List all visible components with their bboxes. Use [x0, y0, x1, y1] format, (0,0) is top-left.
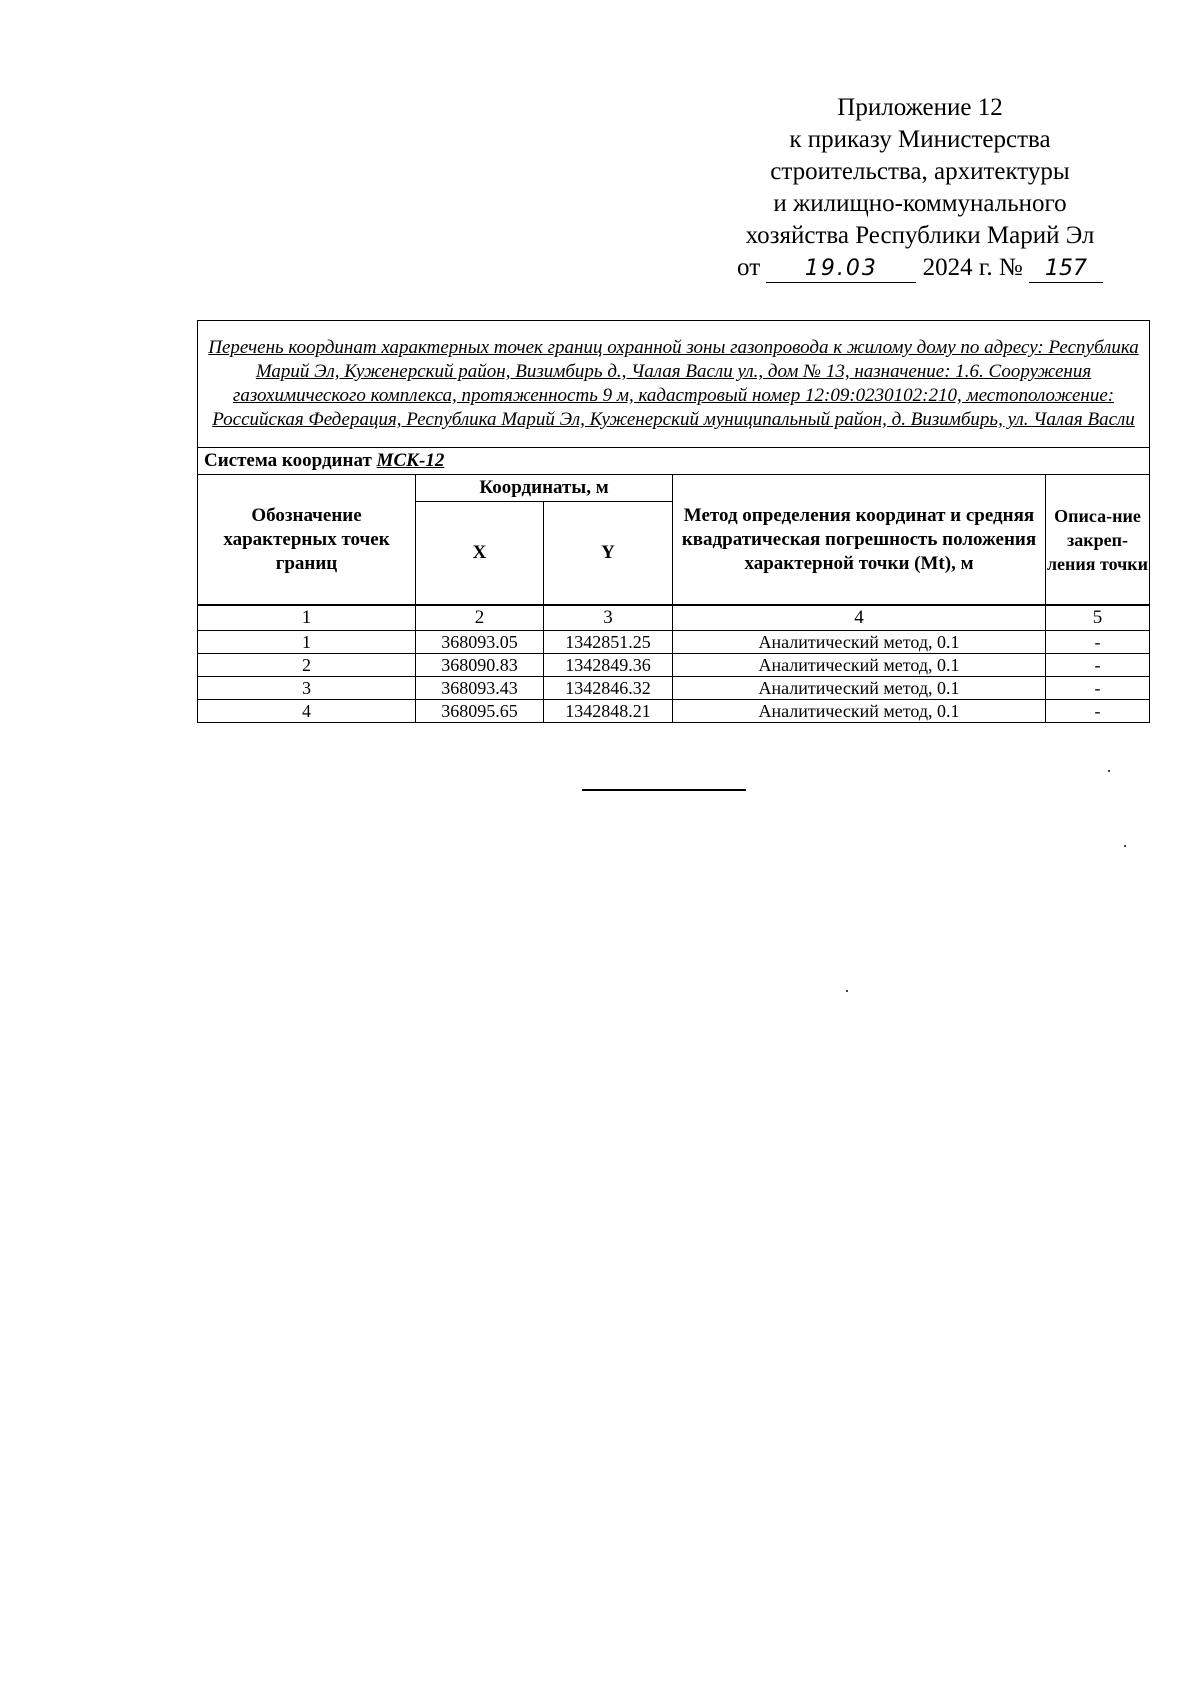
header-point: Обозначение характерных точек границ [198, 475, 416, 606]
column-numbers-row [198, 605, 1150, 631]
header-coords: Координаты, м [416, 475, 673, 502]
table-row [198, 700, 1150, 723]
coordinate-system-label: Система координат [204, 450, 372, 471]
order-line-2: строительства, архитектуры [770, 158, 1070, 185]
coordinate-system [198, 448, 1150, 475]
cell-y: 1342846.32 [544, 677, 673, 700]
column-number: 3 [544, 605, 673, 631]
column-number: 2 [416, 605, 544, 631]
cell-x: 368093.05 [416, 631, 544, 654]
cell-method: Аналитический метод, 0.1 [673, 677, 1046, 700]
from-label: от [737, 254, 761, 281]
cell-description: - [1046, 654, 1150, 677]
cell-y: 1342848.21 [544, 700, 673, 723]
cell-method: Аналитический метод, 0.1 [673, 700, 1046, 723]
header-description: Описа-ние закреп-ления точки [1046, 475, 1150, 606]
order-line-4: хозяйства Республики Марий Эл [745, 222, 1095, 249]
order-line-1: к приказу Министерства [789, 126, 1051, 153]
handwritten-date: 19.03 [766, 256, 916, 283]
cell-x: 368093.43 [416, 677, 544, 700]
cell-y: 1342849.36 [544, 654, 673, 677]
cell-method: Аналитический метод, 0.1 [673, 631, 1046, 654]
column-number: 4 [673, 605, 1046, 631]
appendix-title: Приложение 12 [837, 94, 1003, 121]
cell-y: 1342851.25 [544, 631, 673, 654]
column-number: 5 [1046, 605, 1150, 631]
year-label: 2024 г. № [922, 254, 1023, 281]
header-y: Y [544, 502, 673, 606]
table-row [198, 631, 1150, 654]
appendix-header [700, 92, 1140, 284]
table-title: Перечень координат характерных точек границ охранной зоны газопровода к жилому дому по адресу: Республика Марий Эл, Куженерский район, Визимбирь д., Чалая Васли ул., дом № 13, назначение: 1.6. Сооружения газохимического комплекса, протяженность 9 м, кадастровый номер 12:09:0230102:210, местоположение: Российская Федерация, Республика Марий Эл, Куженерский муниципальный район, д. Визимбирь, ул. Чалая Васли [198, 321, 1150, 448]
header-x: X [416, 502, 544, 606]
cell-description: - [1046, 700, 1150, 723]
column-number: 1 [198, 605, 416, 631]
cell-point: 1 [198, 631, 416, 654]
cell-description: - [1046, 677, 1150, 700]
cell-x: 368095.65 [416, 700, 544, 723]
scan-speck [1108, 770, 1110, 772]
cell-description: - [1046, 631, 1150, 654]
table-row [198, 654, 1150, 677]
cell-method: Аналитический метод, 0.1 [673, 654, 1046, 677]
end-divider [582, 789, 746, 791]
handwritten-number: 157 [1029, 256, 1103, 283]
header-method: Метод определения координат и средняя квадратическая погрешность положения характерной точки (Mt), м [673, 475, 1046, 606]
cell-x: 368090.83 [416, 654, 544, 677]
scan-speck [1124, 845, 1126, 847]
cell-point: 3 [198, 677, 416, 700]
order-line-3: и жилищно-коммунального [773, 190, 1067, 217]
coordinates-table [197, 320, 1150, 723]
cell-point: 4 [198, 700, 416, 723]
order-date-line [700, 252, 1140, 284]
coordinate-system-value: МСК-12 [376, 450, 445, 471]
table-row [198, 677, 1150, 700]
scan-speck [846, 990, 848, 992]
cell-point: 2 [198, 654, 416, 677]
